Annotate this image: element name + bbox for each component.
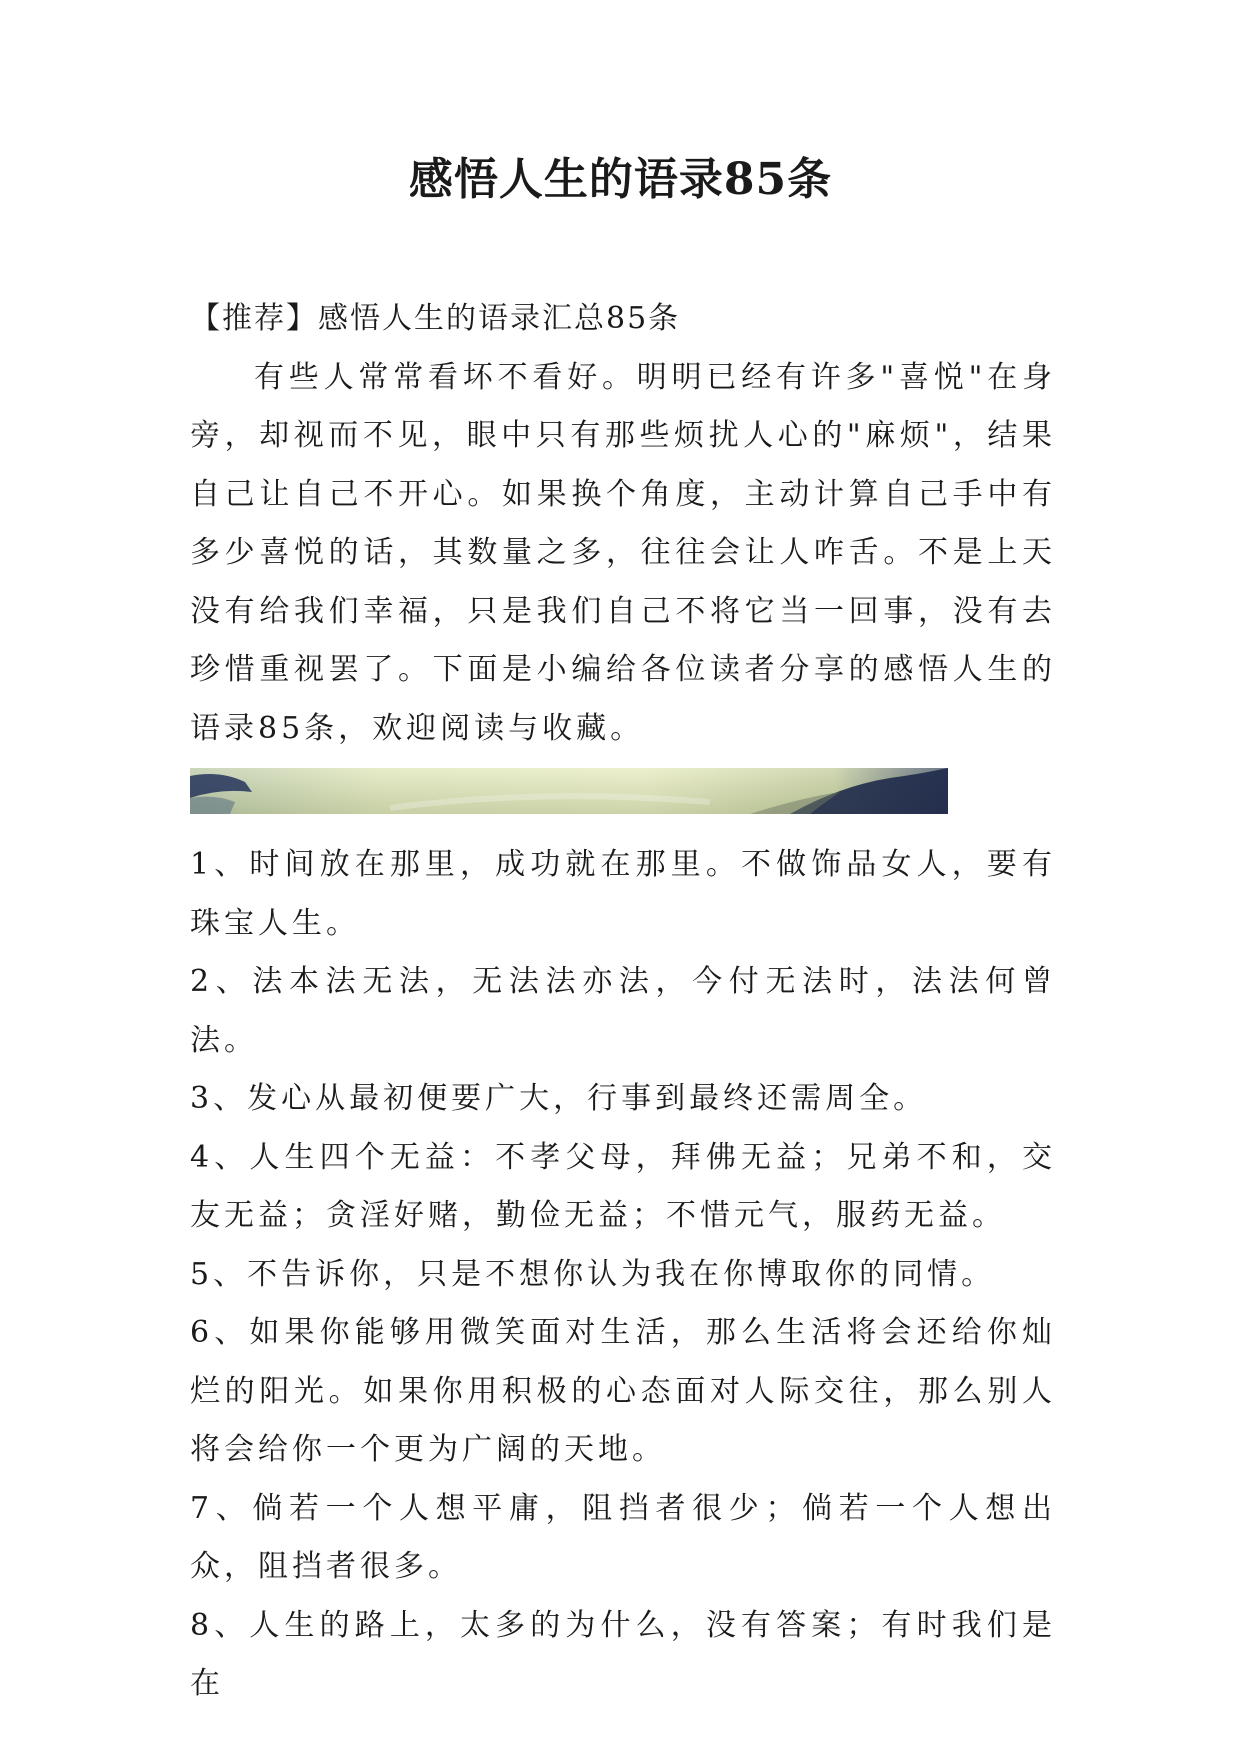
banner-image-graphic bbox=[190, 768, 948, 814]
quote-item: 8、人生的路上，太多的为什么，没有答案；有时我们是在 bbox=[190, 1607, 1056, 1701]
document-title: 感悟人生的语录85条 bbox=[408, 154, 833, 205]
quote-item: 3、发心从最初便要广大，行事到最终还需周全。 bbox=[190, 1081, 928, 1116]
banner-image bbox=[190, 768, 948, 814]
quote-item: 6、如果你能够用微笑面对生活，那么生活将会还给你灿烂的阳光。如果你用积极的心态面对人际交往，那么别人将会给你一个更为广阔的天地。 bbox=[190, 1315, 1056, 1467]
quote-item: 1、时间放在那里，成功就在那里。不做饰品女人，要有珠宝人生。 bbox=[190, 847, 1056, 941]
recommend-line: 【推荐】感悟人生的语录汇总85条 bbox=[190, 301, 681, 336]
quote-item: 2、法本法无法，无法法亦法，今付无法时，法法何曾法。 bbox=[190, 964, 1056, 1058]
quote-item: 4、人生四个无益：不孝父母，拜佛无益；兄弟不和，交友无益；贪淫好赌，勤俭无益；不惜元气，服药无益。 bbox=[190, 1139, 1056, 1233]
document-body bbox=[190, 290, 1056, 1714]
intro-paragraph: 有些人常常看坏不看好。明明已经有许多"喜悦"在身旁，却视而不见，眼中只有那些烦扰人心的"麻烦"，结果自己让自己不开心。如果换个角度，主动计算自己手中有多少喜悦的话，其数量之多，往往会让人咋舌。不是上天没有给我们幸福，只是我们自己不将它当一回事，没有去珍惜重视罢了。下面是小编给各位读者分享的感悟人生的语录85条，欢迎阅读与收藏。 bbox=[190, 359, 1056, 746]
quote-item: 5、不告诉你，只是不想你认为我在你博取你的同情。 bbox=[190, 1256, 996, 1292]
quote-item: 7、倘若一个人想平庸，阻挡者很少；倘若一个人想出众，阻挡者很多。 bbox=[190, 1490, 1056, 1584]
